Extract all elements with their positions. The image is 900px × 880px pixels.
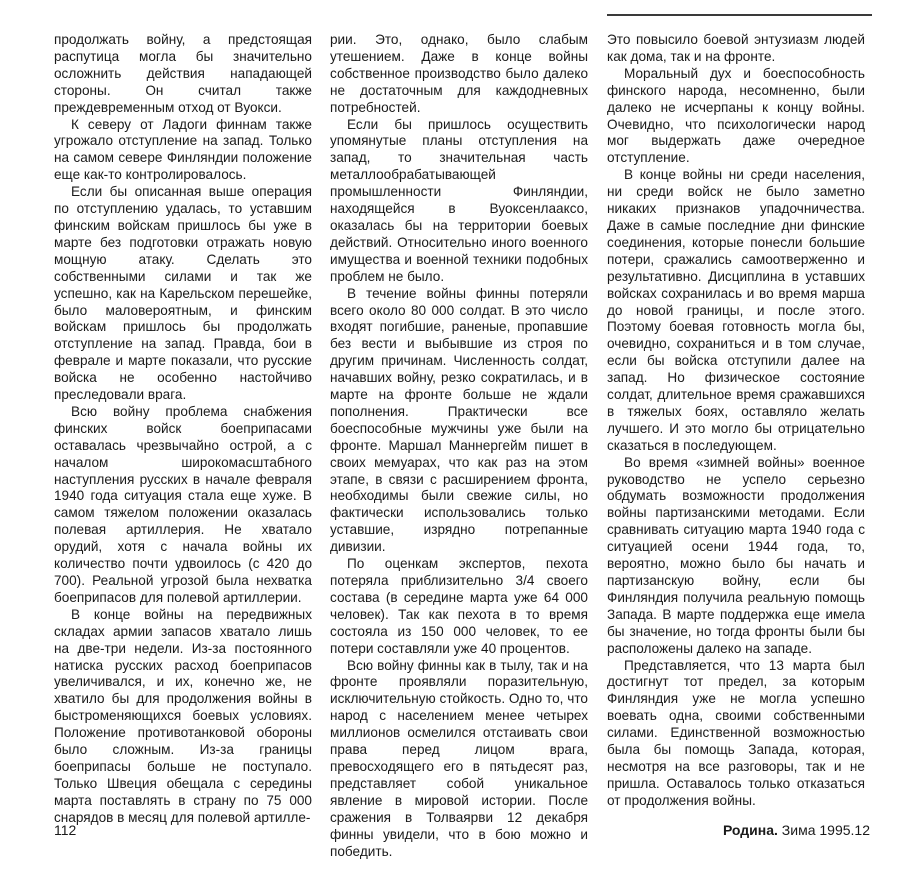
paragraph: К северу от Ладоги финнам также угрожало отступление на запад. Только на самом севере Финляндии положение еще как-то контролировалось. bbox=[54, 116, 312, 183]
paragraph: Если бы описанная выше операция по отступлению удалась, то уставшим финским войскам пришлось бы уже в марте без подготовки отражать новую мощную атаку. Сделать это собственными силами и так же успешно, как на Карельском перешейке, было маловероятным, и финским войскам пришлось бы продолжать отступление на запад. Правда, бои в феврале и марте показали, что русские войска не особенно настойчиво преследовали врага. bbox=[54, 184, 312, 403]
running-footer bbox=[723, 822, 870, 838]
issue-info: Зима 1995.12 bbox=[777, 822, 870, 838]
paragraph: Во время «зимней войны» военное руководство не успело серьезно обдумать возможности продолжения войны партизанскими методами. Если сравнивать ситуацию марта 1940 года с ситуацией осени 1944 года, то, вероятно, можно было бы начать и партизанскую войну, если бы Финляндия получила реальную помощь Запада. В марте поддержка еще имела бы значение, но тогда фронты были бы расположены далеко на западе. bbox=[607, 454, 865, 656]
paragraph: В течение войны финны потеряли всего около 80 000 солдат. В это число входят погибшие, раненые, пропавшие без вести и выбывшие из строя по другим причинам. Численность солдат, начавших войну, резко сократилась, и в марте на фронте больше не ждали пополнения. Практически все боеспособные мужчины уже были на фронте. Маршал Маннергейм пишет в своих мемуарах, что как раз на этом этапе, в связи с расширением фронта, необходимы были свежие силы, но фактически использовались только уставшие, изрядно потрепанные дивизии. bbox=[330, 285, 588, 555]
paragraph: рии. Это, однако, было слабым утешением. Даже в конце войны собственное производство было далеко не достаточным для каждодневных потребностей. bbox=[330, 32, 588, 115]
paragraph: По оценкам экспертов, пехота потеряла приблизительно 3/4 своего состава (в середине марта уже 64 000 человек). Так как пехота в то время состояла из 150 000 человек, то ее потери составляли уже 40 процентов. bbox=[330, 556, 588, 656]
paragraph: Это повысило боевой энтузиазм людей как дома, так и на фронте. bbox=[607, 32, 865, 64]
text-column-3 bbox=[607, 32, 865, 810]
paragraph: В конце войны ни среди населения, ни среди войск не было заметно никаких признаков упадочничества. Даже в самые последние дни финские соединения, которые понесли большие потери, сражались самоотверженно и результативно. Дисциплина в уставших войсках сохранилась и во время марша до новой границы, и после этого. Поэтому боевая готовность могла бы, очевидно, сохраниться и в том случае, если бы войска отступили далее на запад. Но физическое состояние солдат, длительное время сражавшихся в тяжелых боях, оставляло желать лучшего. И это могло бы отрицательно сказаться в последующем. bbox=[607, 167, 865, 453]
text-column-1 bbox=[54, 32, 312, 827]
paragraph: Всю войну финны как в тылу, так и на фронте проявляли поразительную, исключительную стойкость. Одно то, что народ с населением менее четырех миллионов осмелился отстаивать свои права перед лицом врага, превосходящего его в пятьдесят раз, представляет собой уникальное явление в мировой истории. После сражения в Толваярви 12 декабря финны увидели, что в бою можно и победить. bbox=[330, 657, 588, 859]
paragraph: Моральный дух и боеспособность финского народа, несомненно, были далеко не исчерпаны к концу войны. Очевидно, что психологически народ мог выдержать даже очередное отступление. bbox=[607, 65, 865, 166]
magazine-title: Родина. bbox=[722, 822, 778, 838]
text-column-2 bbox=[330, 32, 588, 860]
paragraph: Если бы пришлось осуществить упомянутые планы отступления на запад, то значительная часть металлообрабатывающей промышленности Финляндии, находящейся в Вуоксенлааксо, оказалась бы на территории боевых действий. Относительно иного военного имущества и военной техники подобных проблем не было. bbox=[330, 116, 588, 284]
paragraph: Всю войну проблема снабжения финских войск боеприпасами оставалась чрезвычайно острой, а с началом широкомасштабного наступления русских в начале февраля 1940 года ситуация стала еще хуже. В самом тяжелом положении оказалась полевая артиллерия. Не хватало орудий, хотя с начала войны их количество почти удвоилось (с 420 до 700). Реальной угрозой была нехватка боеприпасов для полевой артиллерии. bbox=[54, 403, 312, 605]
paragraph: В конце войны на передвижных складах армии запасов хватало лишь на две-три недели. Из-за постоянного натиска русских расход боеприпасов увеличивался, и их, конечно же, не хватило бы для продолжения войны в быстроменяющихся боевых условиях. Положение противотанковой обороны было сложным. Из-за границы боеприпасы больше не поступало. Только Швеция обещала с середины марта поставлять в страну по 75 000 снарядов в месяц для полевой артилле- bbox=[54, 606, 312, 825]
paragraph: Представляется, что 13 марта был достигнут тот предел, за которым Финляндия уже не могла успешно воевать одна, своими собственными силами. Единственной возможностью была бы помощь Запада, которая, несмотря на все разговоры, так и не пришла. Оставалось только отказаться от продолжения войны. bbox=[607, 657, 865, 808]
page-number: 112 bbox=[54, 822, 77, 838]
paragraph: продолжать войну, а предстоящая распутица могла бы значительно осложнить действия нападающей стороны. Он считал также преждевременным отход от Вуокси. bbox=[54, 32, 312, 115]
top-rule bbox=[607, 14, 872, 16]
